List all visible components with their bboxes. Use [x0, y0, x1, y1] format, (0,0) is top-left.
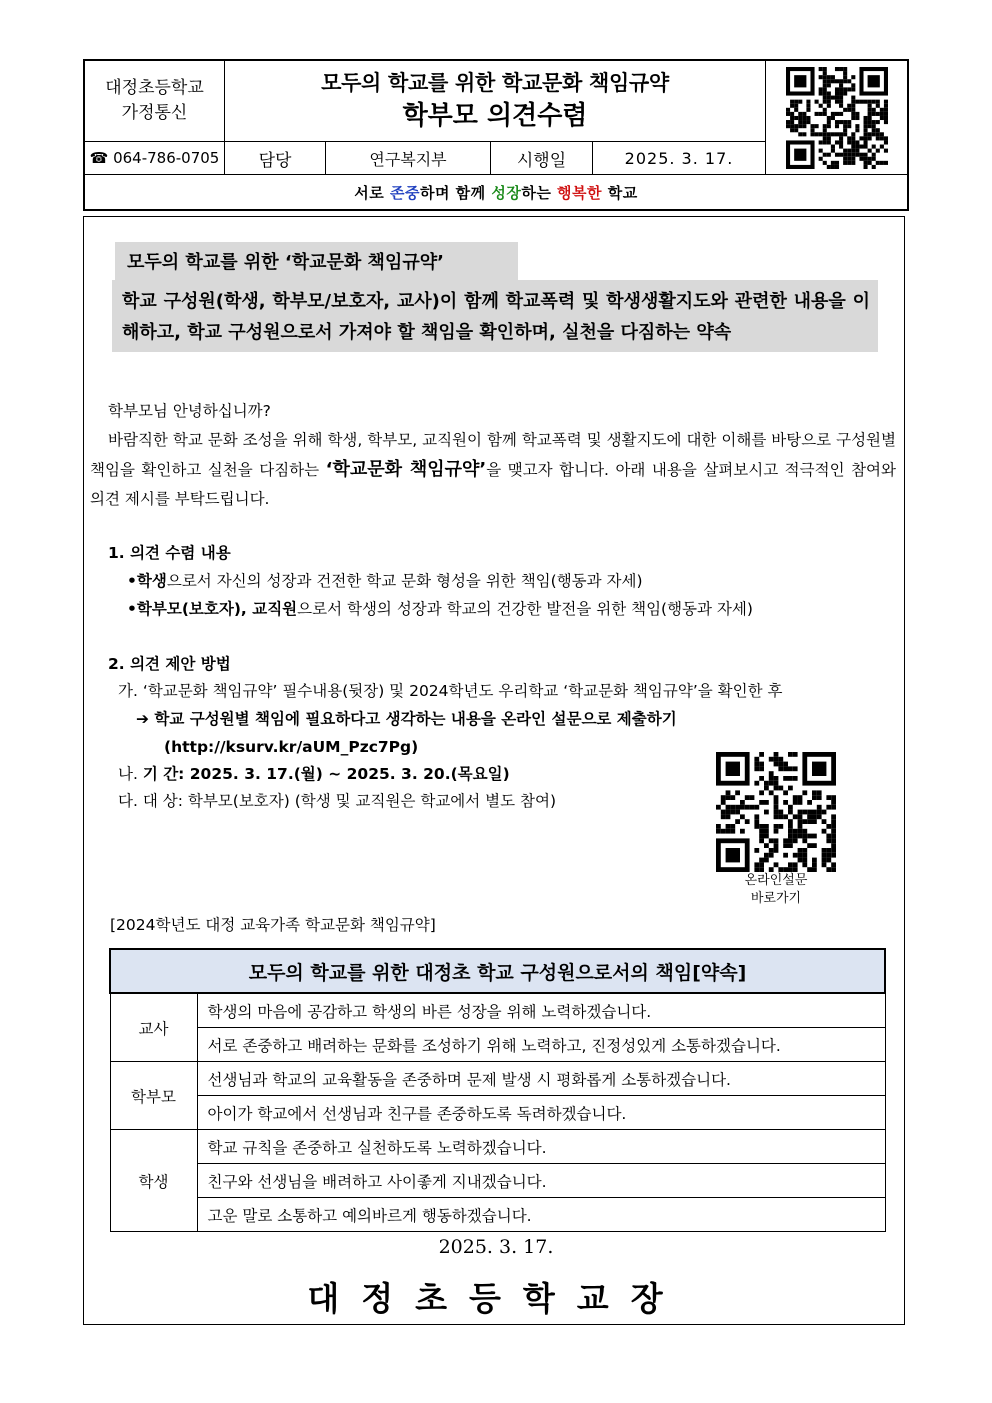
- motto-growth: 성장: [491, 183, 522, 202]
- motto-part: 하며 함께: [419, 183, 492, 202]
- parent-pledge-1: 선생님과 학교의 교육활동을 존중하며 문제 발생 시 평화롭게 소통하겠습니다.: [197, 1062, 885, 1096]
- section2-b: [118, 760, 510, 789]
- section2-a: 가. ‘학교문화 책임규약’ 필수내용(뒷장) 및 2024학년도 우리학교 ‘학교문화 책임규약’을 확인한 후: [118, 682, 783, 700]
- section1-title: 1. 의견 수렴 내용: [108, 544, 231, 562]
- motto-part: 학교: [602, 183, 638, 202]
- section2-title: 2. 의견 제안 방법: [108, 655, 231, 673]
- section1-item1: [127, 567, 643, 596]
- motto-text: [354, 182, 637, 203]
- newsletter-label: 가정통신: [121, 103, 188, 123]
- motto-respect: 존중: [389, 183, 420, 202]
- role-student: 학생: [110, 1130, 197, 1232]
- item2-bold2: 교직원: [252, 600, 298, 618]
- qr-caption-line2: 바로가기: [750, 891, 802, 906]
- intro-heading: 모두의 학교를 위한 ‘학교문화 책임규약’: [127, 252, 444, 273]
- pledge-table-title: 모두의 학교를 위한 대정초 학교 구성원으로서의 책임[약속]: [110, 949, 885, 993]
- intro-heading-box: [115, 242, 518, 280]
- student-pledge-1: 학교 규칙을 존중하고 실천하도록 노력하겠습니다.: [197, 1130, 885, 1164]
- date-value-cell: [593, 141, 766, 174]
- table-row: [110, 1130, 885, 1164]
- qr-caption-line1: 온라인설문: [744, 873, 808, 888]
- dept-value: 연구복지부: [369, 149, 447, 169]
- issue-date: 2025. 3. 17.: [438, 1236, 554, 1258]
- phone-number: ☎ 064-786-0705: [89, 149, 220, 167]
- role-teacher: 교사: [110, 993, 197, 1062]
- date-value: 2025. 3. 17.: [624, 148, 734, 168]
- dept-value-cell: [326, 141, 491, 174]
- item1-bold: •학생: [127, 572, 167, 590]
- pledge-table-header-row: [110, 949, 885, 993]
- section1-item2: [127, 595, 753, 624]
- survey-qr-code-icon[interactable]: [716, 752, 836, 872]
- table-row: [110, 1096, 885, 1130]
- dept-label-cell: [225, 141, 326, 174]
- role-parent: 학부모: [110, 1062, 197, 1130]
- letter-body: [90, 426, 896, 514]
- item1-rest: 으로서 자신의 성장과 건전한 학교 문화 형성을 위한 책임(행동과 자세): [166, 572, 643, 590]
- header-table: [83, 59, 909, 211]
- intro-description-box: [112, 280, 878, 352]
- letter-body-a: 바람직한 학교 문화 조성을 위해 학생, 학부모, 교직원이 함께 학교폭력 및 생활지도에 대한 이해를 바탕으로 구성원별 책임을 확인하고 실천을 다짐하는: [90, 431, 896, 479]
- section2-arrow-line: ➔ 학교 구성원별 책임에 필요하다고 생각하는 내용을 온라인 설문으로 제출하기: [136, 710, 677, 728]
- date-label-cell: [491, 141, 593, 174]
- document-title: 모두의 학교를 위한 학교문화 책임규약: [321, 71, 669, 95]
- student-pledge-3: 고운 말로 소통하고 예의바르게 행동하겠습니다.: [197, 1198, 885, 1232]
- table-row: [110, 993, 885, 1028]
- pledge-label: [2024학년도 대정 교육가족 학교문화 책임규약]: [110, 916, 436, 934]
- section2-c: 다. 대 상: 학부모(보호자) (학생 및 교직원은 학교에서 별도 참여): [118, 792, 557, 810]
- period-value: 기 간: 2025. 3. 17.(월) ~ 2025. 3. 20.(목요일): [142, 765, 510, 783]
- greeting: 학부모님 안녕하십니까?: [108, 402, 271, 420]
- parent-pledge-2: 아이가 학교에서 선생님과 친구를 존중하도록 독려하겠습니다.: [197, 1096, 885, 1130]
- teacher-pledge-2: 서로 존중하고 배려하는 문화를 조성하기 위해 노력하고, 진정성있게 소통하겠습니다.: [197, 1028, 885, 1062]
- item2-bold1: •학부모(보호자): [127, 600, 241, 618]
- header-qr-cell: [766, 61, 907, 174]
- intro-description: 학교 구성원(학생, 학부모/보호자, 교사)이 함께 학교폭력 및 학생생활지도와 관련한 내용을 이해하고, 학교 구성원으로서 가져야 할 책임을 확인하며, 실천을 다짐하는 약속: [122, 291, 870, 343]
- document-subtitle: 학부모 의견수렴: [402, 101, 588, 131]
- qr-code-icon[interactable]: [786, 67, 888, 169]
- table-row: [110, 1062, 885, 1096]
- dept-label: 담당: [258, 150, 292, 171]
- teacher-pledge-1: 학생의 마음에 공감하고 학생의 바른 성장을 위해 노력하겠습니다.: [197, 993, 885, 1028]
- period-prefix: 나.: [118, 765, 143, 783]
- item2-sep: ,: [240, 600, 253, 618]
- survey-url-link[interactable]: (http://ksurv.kr/aUM_Pzc7Pg): [164, 738, 419, 756]
- student-pledge-2: 친구와 선생님을 배려하고 사이좋게 지내겠습니다.: [197, 1164, 885, 1198]
- principal-signature: 대정초등학교장: [307, 1279, 685, 1318]
- phone-cell: [85, 141, 225, 174]
- motto-happy: 행복한: [557, 183, 603, 202]
- table-row: [110, 1164, 885, 1198]
- table-row: [110, 1198, 885, 1232]
- item2-rest: 으로서 학생의 성장과 학교의 건강한 발전을 위한 책임(행동과 자세): [297, 600, 753, 618]
- school-name-cell: [85, 61, 225, 141]
- school-name: 대정초등학교: [105, 78, 204, 98]
- title-cell: [225, 61, 766, 141]
- table-row: [110, 1028, 885, 1062]
- letter-body-emphasis: ‘학교문화 책임규약’: [325, 459, 487, 480]
- motto-part: 하는: [521, 183, 558, 202]
- letter-body-b: 을 맺고자 합니다. 아래 내용을 살펴보시고 적극적인 참여와 의견 제시를 부탁드립니다.: [90, 461, 896, 508]
- qr-caption[interactable]: [726, 872, 826, 908]
- date-label: 시행일: [516, 150, 567, 171]
- motto-row: [85, 174, 907, 209]
- pledge-table: [109, 948, 886, 1232]
- motto-part: 서로: [354, 183, 390, 202]
